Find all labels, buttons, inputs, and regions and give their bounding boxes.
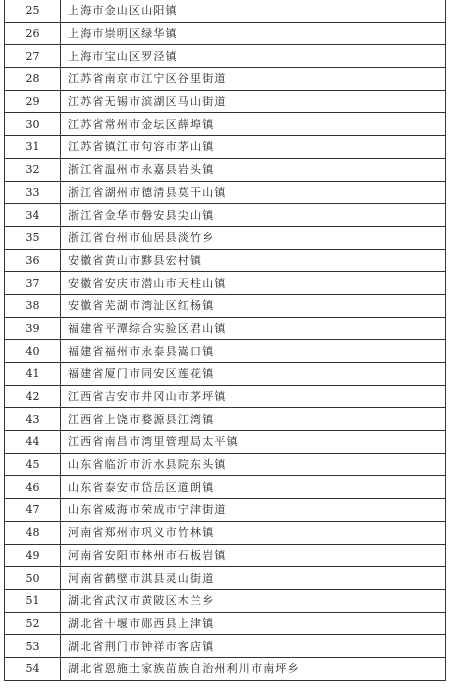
table-row — [5, 567, 446, 590]
town-name-cell: 福建省厦门市同安区莲花镇 — [61, 363, 446, 386]
table-row — [5, 385, 446, 408]
table-row — [5, 249, 446, 272]
row-number-cell: 41 — [5, 363, 61, 386]
town-name-cell: 安徽省芜湖市湾沚区红杨镇 — [61, 294, 446, 317]
table-row — [5, 45, 446, 68]
town-name-cell: 河南省安阳市林州市石板岩镇 — [61, 544, 446, 567]
town-name-cell: 安徽省安庆市潜山市天柱山镇 — [61, 272, 446, 295]
table-row — [5, 612, 446, 635]
row-number-cell: 35 — [5, 226, 61, 249]
table-row — [5, 22, 446, 45]
town-name-cell: 江苏省南京市江宁区谷里街道 — [61, 68, 446, 91]
row-number-cell: 32 — [5, 158, 61, 181]
row-number-cell: 42 — [5, 385, 61, 408]
row-number-cell: 27 — [5, 45, 61, 68]
row-number-cell: 54 — [5, 657, 61, 680]
row-number-cell: 53 — [5, 635, 61, 658]
table-row — [5, 363, 446, 386]
town-name-cell: 上海市崇明区绿华镇 — [61, 22, 446, 45]
table-row — [5, 181, 446, 204]
row-number-cell: 50 — [5, 567, 61, 590]
table-row — [5, 499, 446, 522]
town-name-cell: 福建省福州市永泰县嵩口镇 — [61, 340, 446, 363]
row-number-cell: 39 — [5, 317, 61, 340]
town-name-cell: 浙江省湖州市德清县莫干山镇 — [61, 181, 446, 204]
table-row — [5, 453, 446, 476]
town-name-cell: 江苏省常州市金坛区薛埠镇 — [61, 113, 446, 136]
row-number-cell: 49 — [5, 544, 61, 567]
table-row — [5, 544, 446, 567]
row-number-cell: 31 — [5, 136, 61, 159]
table-row — [5, 90, 446, 113]
row-number-cell: 51 — [5, 589, 61, 612]
town-name-cell: 上海市金山区山阳镇 — [61, 0, 446, 22]
row-number-cell: 52 — [5, 612, 61, 635]
table-row — [5, 589, 446, 612]
table-row — [5, 521, 446, 544]
row-number-cell: 45 — [5, 453, 61, 476]
town-name-cell: 山东省威海市荣成市宁津街道 — [61, 499, 446, 522]
table-row — [5, 158, 446, 181]
row-number-cell: 37 — [5, 272, 61, 295]
table-row — [5, 317, 446, 340]
town-name-cell: 湖北省恩施土家族苗族自治州利川市南坪乡 — [61, 657, 446, 680]
town-name-cell: 湖北省十堰市郧西县上津镇 — [61, 612, 446, 635]
town-name-cell: 河南省郑州市巩义市竹林镇 — [61, 521, 446, 544]
table-row — [5, 204, 446, 227]
row-number-cell: 44 — [5, 431, 61, 454]
row-number-cell: 43 — [5, 408, 61, 431]
row-number-cell: 26 — [5, 22, 61, 45]
row-number-cell: 28 — [5, 68, 61, 91]
town-name-cell: 江西省吉安市井冈山市茅坪镇 — [61, 385, 446, 408]
table-row — [5, 340, 446, 363]
row-number-cell: 25 — [5, 0, 61, 22]
town-name-cell: 浙江省温州市永嘉县岩头镇 — [61, 158, 446, 181]
town-name-cell: 江西省上饶市婺源县江湾镇 — [61, 408, 446, 431]
town-name-cell: 上海市宝山区罗泾镇 — [61, 45, 446, 68]
row-number-cell: 47 — [5, 499, 61, 522]
row-number-cell: 40 — [5, 340, 61, 363]
town-name-cell: 浙江省台州市仙居县淡竹乡 — [61, 226, 446, 249]
table-row — [5, 294, 446, 317]
table-row — [5, 226, 446, 249]
row-number-cell: 38 — [5, 294, 61, 317]
table-row — [5, 476, 446, 499]
town-name-cell: 浙江省金华市磐安县尖山镇 — [61, 204, 446, 227]
table-body — [5, 0, 446, 680]
row-number-cell: 29 — [5, 90, 61, 113]
town-name-cell: 安徽省黄山市黟县宏村镇 — [61, 249, 446, 272]
town-name-cell: 江苏省镇江市句容市茅山镇 — [61, 136, 446, 159]
table-row — [5, 431, 446, 454]
row-number-cell: 34 — [5, 204, 61, 227]
row-number-cell: 30 — [5, 113, 61, 136]
town-name-cell: 福建省平潭综合实验区君山镇 — [61, 317, 446, 340]
town-name-cell: 湖北省武汉市黄陂区木兰乡 — [61, 589, 446, 612]
table-row — [5, 408, 446, 431]
row-number-cell: 48 — [5, 521, 61, 544]
town-name-cell: 山东省泰安市岱岳区道朗镇 — [61, 476, 446, 499]
row-number-cell: 36 — [5, 249, 61, 272]
town-list-table — [4, 0, 446, 681]
town-name-cell: 湖北省荆门市钟祥市客店镇 — [61, 635, 446, 658]
table-row — [5, 657, 446, 680]
row-number-cell: 46 — [5, 476, 61, 499]
row-number-cell: 33 — [5, 181, 61, 204]
town-name-cell: 江西省南昌市湾里管理局太平镇 — [61, 431, 446, 454]
table-row — [5, 635, 446, 658]
table-row — [5, 0, 446, 22]
table-row — [5, 272, 446, 295]
town-name-cell: 江苏省无锡市滨湖区马山街道 — [61, 90, 446, 113]
table-row — [5, 113, 446, 136]
table-row — [5, 136, 446, 159]
town-name-cell: 山东省临沂市沂水县院东头镇 — [61, 453, 446, 476]
town-name-cell: 河南省鹤壁市淇县灵山街道 — [61, 567, 446, 590]
table-row — [5, 68, 446, 91]
